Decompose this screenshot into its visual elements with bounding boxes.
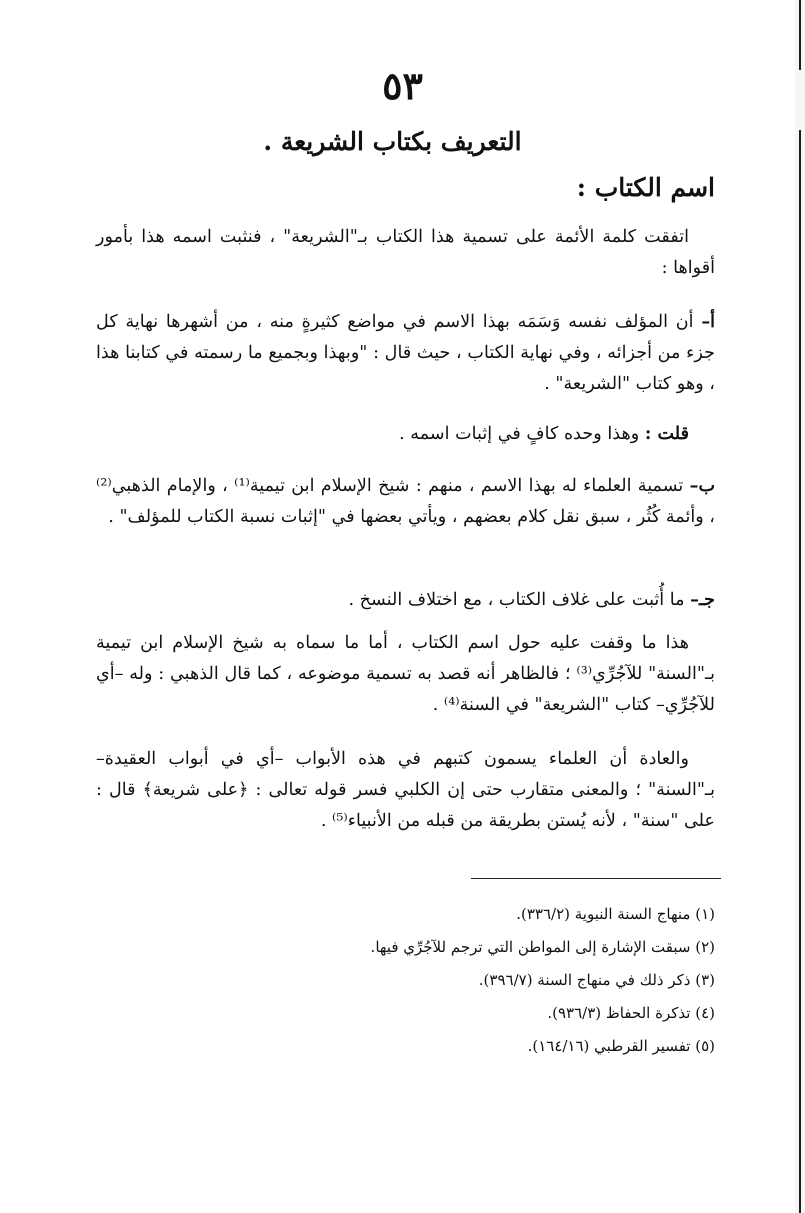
footnote-3: (٣) ذكر ذلك في منهاج السنة (٣٩٦/٧).: [478, 971, 715, 989]
page-number: ٥٣: [382, 63, 423, 108]
item-marker: ب–: [689, 475, 716, 496]
paragraph-c: [96, 584, 715, 616]
item-marker: أ–: [701, 311, 716, 332]
paragraph-text: وهذا وحده كافٍ في إثبات اسمه .: [399, 424, 640, 444]
paragraph-text: والعادة أن العلماء يسمون كتبهم في هذه الأبواب –أي في أبواب العقيدة– بـ"السنة" ؛ والمعنى متقارب حتى إن الكلبي فسر قوله تعالى : ﴿على شريعة﴾ قال : على "سنة" ، لأنه يُستن بطريقة من قبله من الأنبياء⁽⁵⁾ .: [96, 749, 715, 831]
paragraph-text: أن المؤلف نفسه وَسَمَه بهذا الاسم في مواضع كثيرةٍ منه ، من أشهرها نهاية كل جزء من أجزائه ، وفي نهاية الكتاب ، حيث قال : "وبهذا وبجميع ما رسمته في كتابنا هذا ، وهو كتاب "الشريعة" .: [96, 312, 715, 394]
paragraph-a: [96, 306, 715, 400]
footnote-5: (٥) تفسير القرطبي (١٦٤/١٦).: [527, 1037, 715, 1055]
paragraph-qult: [96, 418, 715, 450]
paragraph-text: ما أُثبت على غلاف الكتاب ، مع اختلاف النسخ .: [348, 590, 685, 610]
paragraph-text: اتفقت كلمة الأئمة على تسمية هذا الكتاب بـ"الشريعة" ، فنثبت اسمه هذا بأمور أقواها :: [96, 227, 715, 278]
paragraph-intro: [96, 222, 715, 284]
footnote-2: (٢) سبقت الإشارة إلى المواطن التي ترجم للآجُرِّي فيها.: [370, 938, 715, 956]
page-edge-line: [799, 0, 801, 1213]
footnote-1: (١) منهاج السنة النبوية (٣٣٦/٢).: [516, 905, 715, 923]
footnotes: [235, 898, 715, 1063]
item-marker: جـ–: [690, 589, 715, 610]
page-edge: [795, 0, 805, 1213]
paragraph-text: تسمية العلماء له بهذا الاسم ، منهم : شيخ الإسلام ابن تيمية⁽¹⁾ ، والإمام الذهبي⁽²⁾ ، وأئمة كُثُر ، سبق نقل كلام بعضهم ، ويأتي بعضها في "إثبات نسبة الكتاب للمؤلف" .: [96, 476, 715, 527]
page-title: التعريف بكتاب الشريعة .: [263, 127, 522, 156]
item-marker: قلت :: [644, 423, 689, 444]
section-heading: اسم الكتاب :: [576, 173, 715, 202]
paragraph-custom: [96, 744, 715, 837]
footnote-4: (٤) تذكرة الحفاظ (٩٣٦/٣).: [547, 1004, 715, 1022]
footnote-separator: [471, 878, 721, 879]
paragraph-text: هذا ما وقفت عليه حول اسم الكتاب ، أما ما سماه به شيخ الإسلام ابن تيمية بـ"السنة" للآجُرِّي⁽³⁾ ؛ فالظاهر أنه قصد به تسمية موضوعه ، كما قال الذهبي : وله –أي للآجُرِّي– كتاب "الشريعة" في السنة⁽⁴⁾ .: [96, 633, 715, 715]
paragraph-name-discussion: [96, 628, 715, 721]
paragraph-b: [96, 470, 715, 533]
